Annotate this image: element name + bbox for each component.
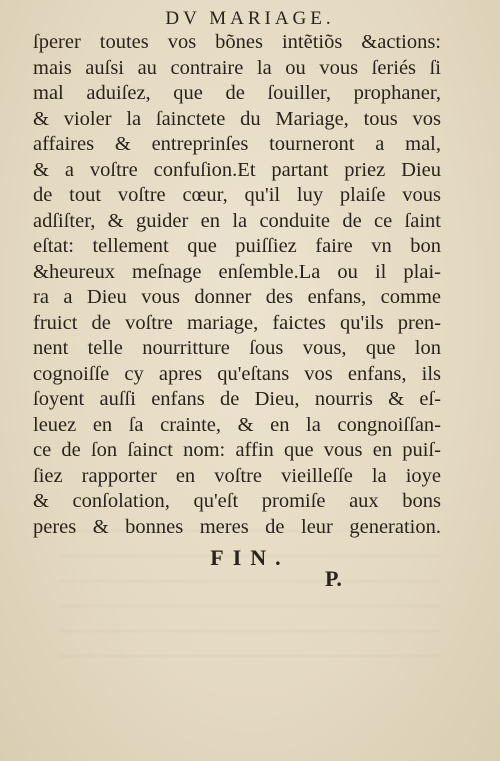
text-line: leuez en ſa crainte, & en la congnoiſſan- [33,413,441,436]
text-line: & conſolation, qu'eſt promiſe aux bons [33,490,441,512]
text-line: & a voſtre confuſion.Et partant priez Dieu [33,158,441,181]
fin-marker: FIN. [210,545,290,570]
text-line: de tout voſtre cœur, qu'il luy plaiſe vous [33,184,441,206]
text-line: peres & bonnes meres de leur generation. [33,515,441,538]
text-line: mais auſsi au contraire la ou vous ſeriés ſi [33,56,441,79]
text-line: cognoiſſe cy apres qu'eſtans vos enfans, ils [33,362,441,385]
catchword: P. [325,566,342,591]
text-line: ſperer toutes vos bõnes intẽtiõs &actions: [33,31,441,53]
text-line: affaires & entreprinſes tourneront a mal, [33,133,441,155]
text-line: ra a Dieu vous donner des enfans, comme [33,286,441,308]
text-line: fruict de voſtre mariage, faictes qu'ils pren- [33,311,441,334]
text-line: & violer la ſainctete du Mariage, tous vos [33,107,441,130]
text-line: adſiſter, & guider en la conduite de ce ſaint [33,209,441,232]
text-line: nent telle nourritture ſous vous, que lon [33,337,441,359]
text-line: ce de ſon ſainct nom: affin que vous en puiſ- [33,439,441,461]
text-line: ſoyent auſſi enfans de Dieu, nourris & eſ- [33,388,441,410]
body-text [33,30,441,540]
text-line: &heureux meſnage enſemble.La ou il plai- [33,260,441,283]
text-line: ſiez rapporter en voſtre vieilleſſe la ioye [33,464,441,487]
text-line: eſtat: tellement que puiſſiez faire vn bon [33,235,441,257]
text-line: mal aduiſez, que de ſouiller, prophaner, [33,82,441,104]
running-head: DV MARIAGE. [165,8,335,29]
